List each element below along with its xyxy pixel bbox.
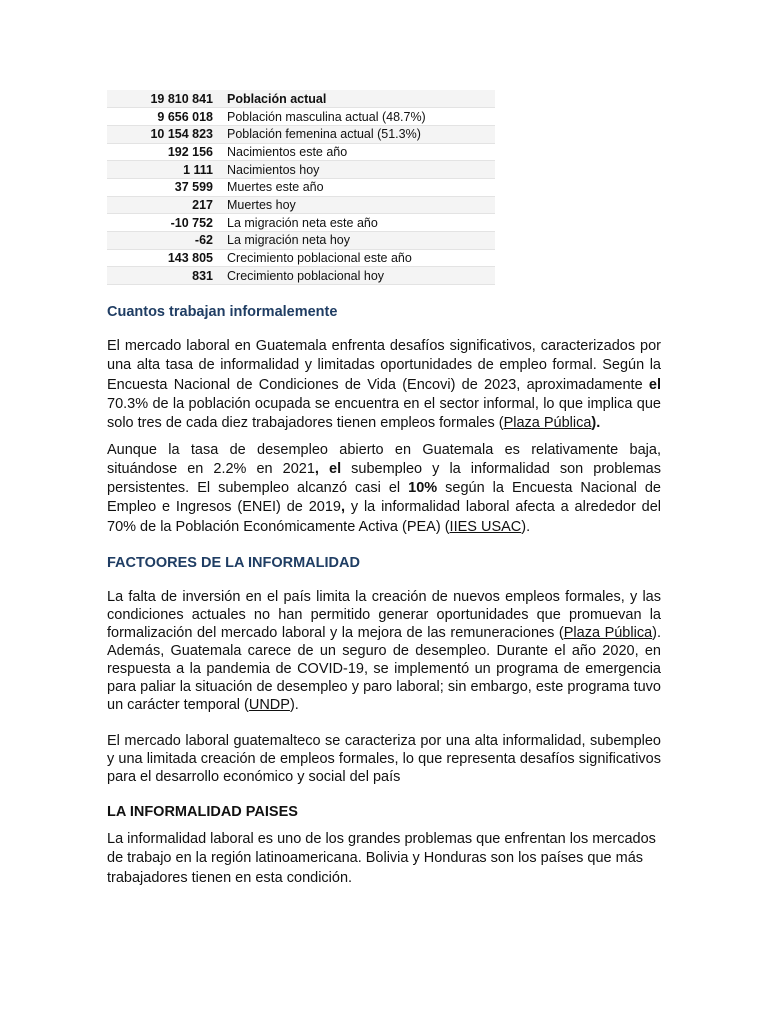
stats-row	[107, 249, 495, 267]
stats-value: 9 656 018	[107, 108, 225, 126]
stats-label: Crecimiento poblacional hoy	[225, 267, 495, 285]
source-link-plaza-publica[interactable]: Plaza Pública	[503, 415, 592, 432]
stats-row	[107, 214, 495, 232]
stats-row	[107, 108, 495, 126]
stats-label: Población femenina actual (51.3%)	[225, 125, 495, 143]
stats-label: La migración neta hoy	[225, 232, 495, 250]
stats-row	[107, 267, 495, 285]
stats-label: Nacimientos este año	[225, 143, 495, 161]
paragraph-unemployment: Aunque la tasa de desempleo abierto en Guatemala es relativamente baja, situándose en 2.2% en 2021, el subempleo y la informalidad son problemas persistentes. El subempleo alcanzó casi el 10% según la Encuesta Nacional de Empleo e Ingresos (ENEI) de 2019, y la informalidad laboral afecta a alrededor del 70% de la Población Económicamente Activa (PEA) (IIES USAC).	[107, 441, 661, 535]
source-link-plaza-publica-2[interactable]: Plaza Pública	[563, 625, 653, 642]
stats-label: Muertes hoy	[225, 196, 495, 214]
stats-value: 37 599	[107, 178, 225, 196]
population-stats-table	[107, 90, 495, 285]
paragraph-investment: La falta de inversión en el país limita la creación de nuevos empleos formales, y las condiciones actuales no han permitido generar oportunidades que promuevan la formalización del mercado laboral y la mejora de las remuneraciones (Plaza Pública). Además, Guatemala carece de un seguro de desempleo. Durante el año 2020, en respuesta a la pandemia de COVID-19, se implementó un programa de emergencia para paliar la situación de desempleo y paro laboral; sin embargo, este programa tuvo un carácter temporal (UNDP).	[107, 589, 661, 714]
stats-value: 19 810 841	[107, 90, 225, 108]
stats-row	[107, 232, 495, 250]
stats-row	[107, 90, 495, 108]
source-link-iies-usac[interactable]: IIES USAC	[449, 518, 522, 535]
stats-label: Muertes este año	[225, 178, 495, 196]
paragraph-labor-market: El mercado laboral en Guatemala enfrenta desafíos significativos, caracterizados por una alta tasa de informalidad y limitadas oportunidades de empleo formal. Según la Encuesta Nacional de Condiciones de Vida (Encovi) de 2023, aproximadamente el 70.3% de la población ocupada se encuentra en el sector informal, lo que implica que solo tres de cada diez trabajadores tienen empleos formales (Plaza Pública).	[107, 338, 661, 432]
stats-value: 192 156	[107, 143, 225, 161]
section-heading-informal-workers: Cuantos trabajan informalemente	[107, 304, 338, 321]
stats-row	[107, 125, 495, 143]
stats-label: Población actual	[225, 90, 495, 108]
stats-value: 831	[107, 267, 225, 285]
stats-label: Población masculina actual (48.7%)	[225, 108, 495, 126]
paragraph-latam-informality: La informalidad laboral es uno de los grandes problemas que enfrentan los mercados de trabajo en la región latinoamericana. Bolivia y Honduras son los países que más trabajadores tienen en esta condición.	[107, 831, 656, 886]
stats-label: Crecimiento poblacional este año	[225, 249, 495, 267]
stats-value: 143 805	[107, 249, 225, 267]
stats-row	[107, 196, 495, 214]
stats-value: -10 752	[107, 214, 225, 232]
stats-value: 217	[107, 196, 225, 214]
stats-row	[107, 161, 495, 179]
stats-value: 1 111	[107, 161, 225, 179]
section-heading-factors: FACTOORES DE LA INFORMALIDAD	[107, 555, 360, 572]
source-link-undp[interactable]: UNDP	[248, 697, 290, 714]
document-page	[107, 90, 661, 888]
stats-value: -62	[107, 232, 225, 250]
stats-row	[107, 143, 495, 161]
stats-row	[107, 178, 495, 196]
stats-label: Nacimientos hoy	[225, 161, 495, 179]
stats-label: La migración neta este año	[225, 214, 495, 232]
section-heading-countries: LA INFORMALIDAD PAISES	[107, 804, 298, 821]
stats-value: 10 154 823	[107, 125, 225, 143]
paragraph-summary: El mercado laboral guatemalteco se caracteriza por una alta informalidad, subempleo y una limitada creación de empleos formales, lo que representa desafíos significativos para el desarrollo económico y social del país	[107, 733, 661, 786]
